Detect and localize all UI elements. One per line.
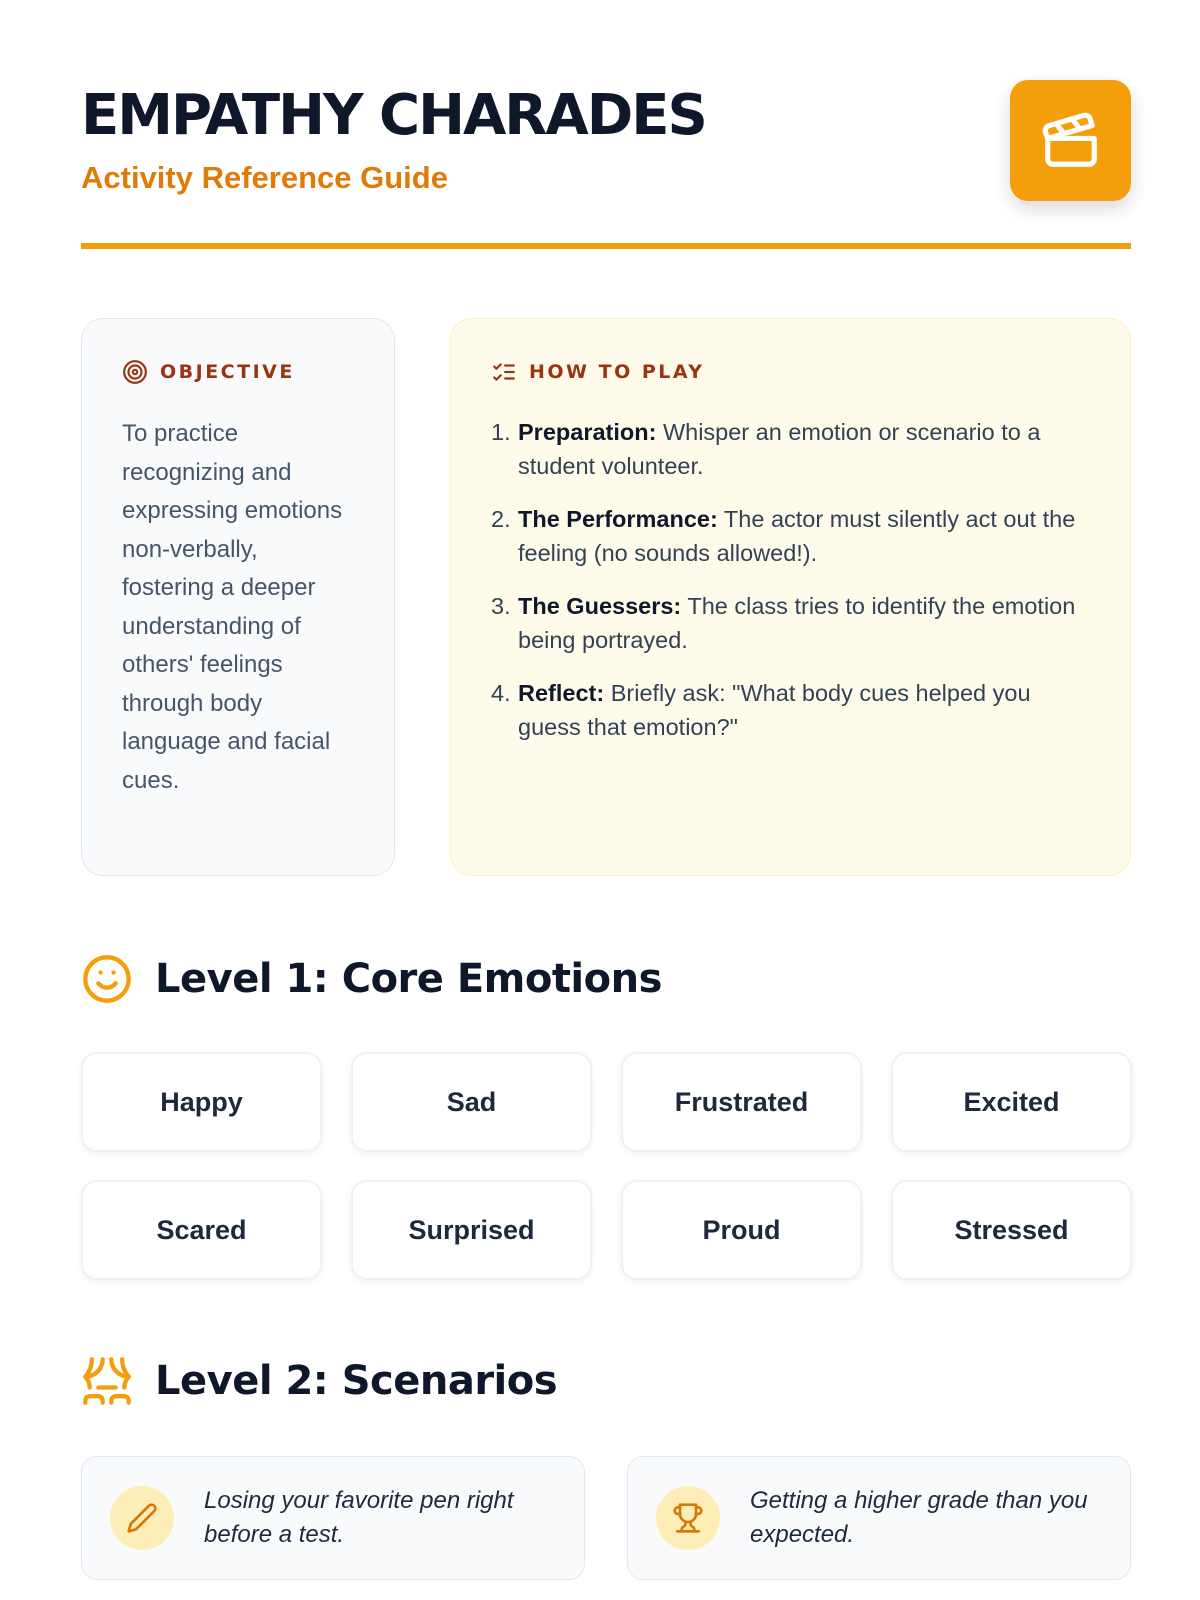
scenario-icon-circle [110,1486,174,1550]
objective-heading-label: OBJECTIVE [160,361,295,383]
emotion-card: Happy [81,1052,322,1152]
emotion-card: Proud [621,1180,862,1280]
clapperboard-badge [1010,80,1131,201]
level1-heading [81,953,662,1005]
emotion-card: Excited [891,1052,1132,1152]
scenario-card [81,1456,585,1580]
clapperboard-icon [1040,110,1102,172]
scenario-icon-circle [656,1486,720,1550]
steps-list [491,415,1090,744]
pencil-icon [126,1502,158,1534]
target-icon [122,359,148,385]
objective-card [81,318,395,876]
emotions-grid [81,1052,1131,1280]
step-item: 1. Preparation: Whisper an emotion or scenario to a student volunteer. [491,419,1041,479]
page-subtitle: Activity Reference Guide [81,160,448,195]
theater-icon [81,1355,133,1407]
how-to-play-heading-label: HOW TO PLAY [529,361,705,383]
emotion-card: Frustrated [621,1052,862,1152]
level2-heading [81,1355,557,1407]
step-item: 2. The Performance: The actor must silently act out the feeling (no sounds allowed!). [491,506,1076,566]
page-title: EMPATHY CHARADES [81,83,706,148]
how-to-play-heading [491,359,1090,385]
how-to-play-card [450,318,1131,876]
emotion-card: Scared [81,1180,322,1280]
level2-title: Level 2: Scenarios [155,1358,558,1404]
objective-text: To practice recognizing and expressing emotions non-verbally, fostering a deeper understanding of others' feelings through body language and facial cues. [122,420,343,794]
emotion-card: Stressed [891,1180,1132,1280]
scenario-text: Losing your favorite pen right before a test. [204,1487,514,1548]
checklist-icon [491,359,517,385]
page-header [81,80,1131,250]
smile-icon [81,953,133,1005]
emotion-card: Sad [351,1052,592,1152]
scenario-text: Getting a higher grade than you expected. [750,1487,1088,1548]
scenario-card [627,1456,1131,1580]
step-item: 3. The Guessers: The class tries to identify the emotion being portrayed. [491,593,1076,653]
trophy-icon [672,1502,704,1534]
header-divider [81,243,1131,249]
level1-title: Level 1: Core Emotions [155,956,662,1002]
scenarios-list [81,1456,1131,1580]
objective-heading [122,359,354,385]
step-item: 4. Reflect: Briefly ask: "What body cues helped you guess that emotion?" [491,680,1031,740]
emotion-card: Surprised [351,1180,592,1280]
